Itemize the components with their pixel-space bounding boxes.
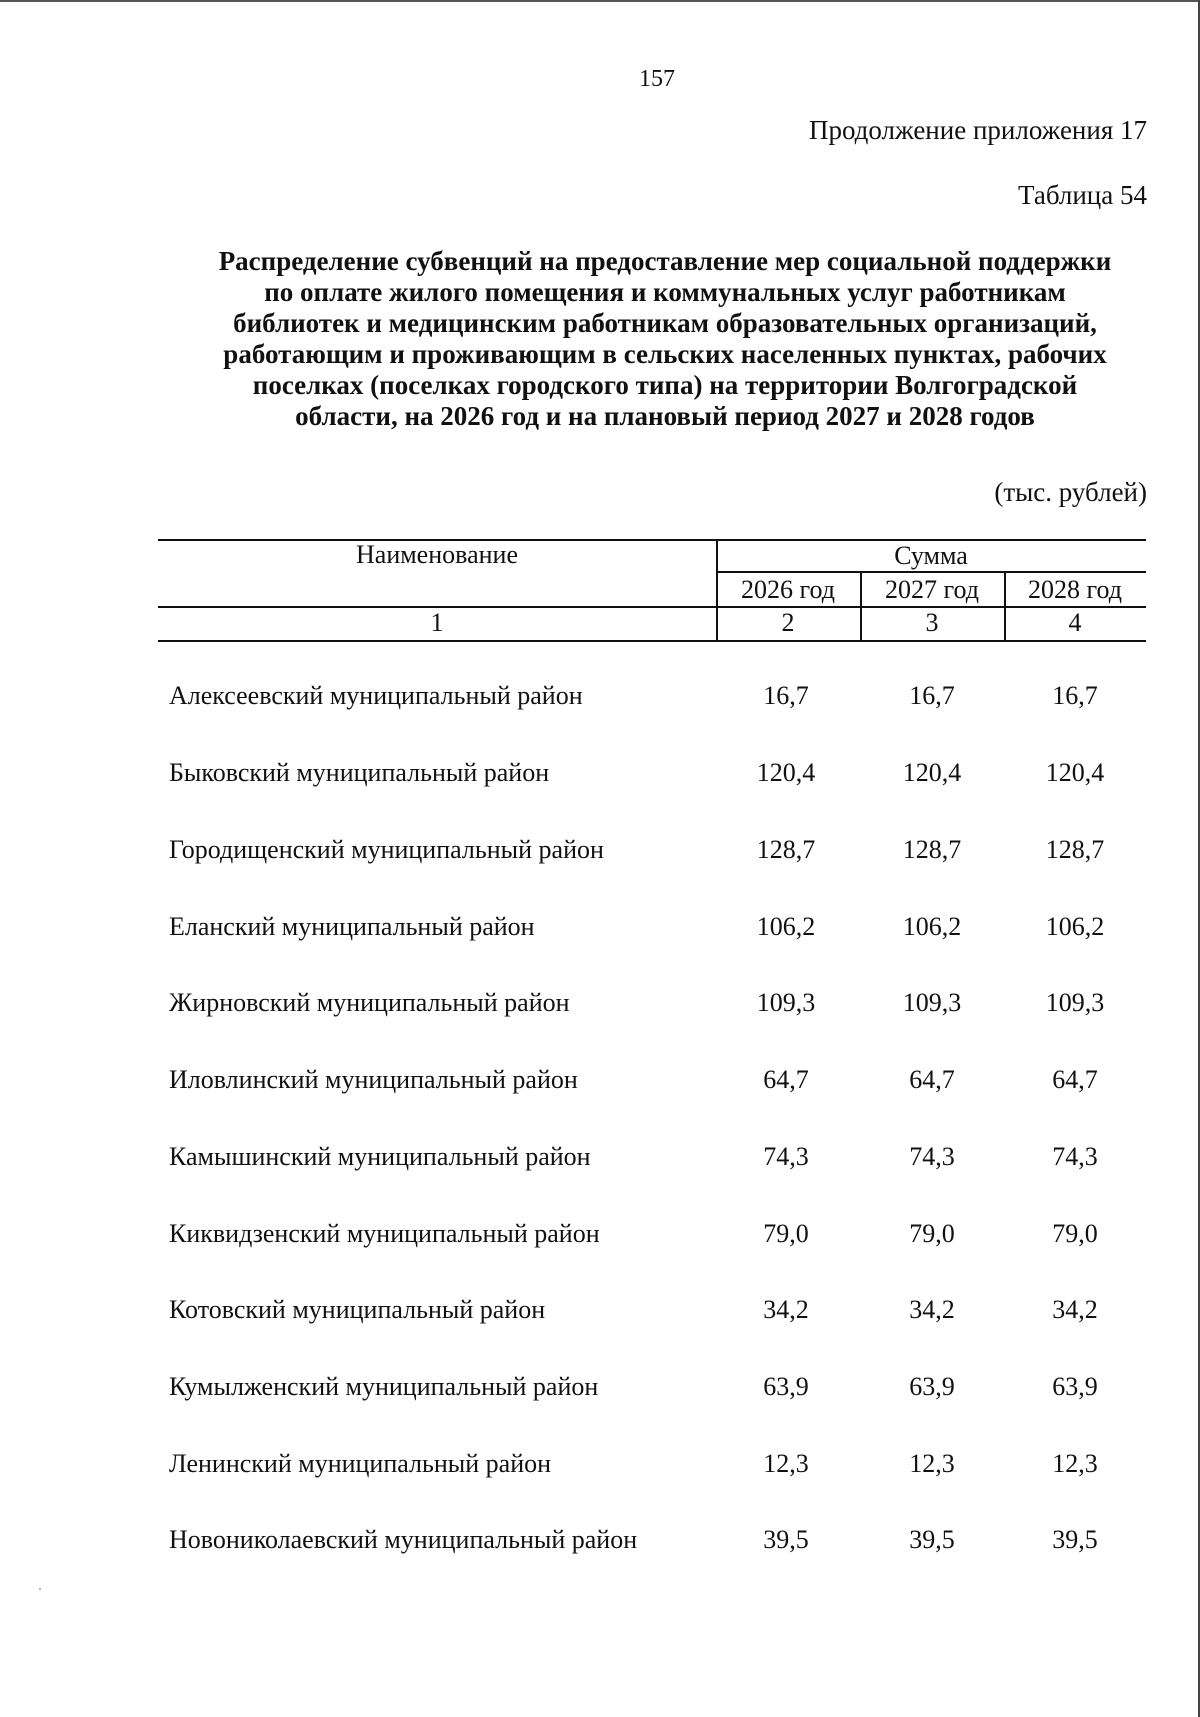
row-value-2028: 64,7 bbox=[1052, 1065, 1098, 1094]
header-sum: Сумма bbox=[894, 541, 968, 570]
units-label: (тыс. рублей) bbox=[994, 477, 1147, 507]
title-line: Распределение субвенций на предоставление мер социальной поддержки bbox=[218, 246, 1112, 276]
row-value-2028: 106,2 bbox=[1045, 912, 1105, 941]
row-name: Камышинский муниципальный район bbox=[169, 1142, 591, 1171]
table-row bbox=[0, 1219, 1200, 1259]
row-value-2026: 79,0 bbox=[763, 1219, 809, 1248]
table-row bbox=[0, 912, 1200, 952]
row-value-2028: 39,5 bbox=[1052, 1525, 1098, 1554]
col-number-2: 2 bbox=[781, 608, 795, 637]
table-row bbox=[0, 1142, 1200, 1182]
row-value-2027: 128,7 bbox=[902, 835, 962, 864]
row-value-2027: 34,2 bbox=[909, 1295, 955, 1324]
row-name: Еланский муниципальный район bbox=[169, 912, 535, 941]
header-year-2028: 2028 год bbox=[1028, 575, 1122, 604]
row-value-2026: 120,4 bbox=[756, 758, 816, 787]
row-value-2028: 34,2 bbox=[1052, 1295, 1098, 1324]
document-title bbox=[160, 246, 1170, 432]
row-value-2026: 39,5 bbox=[763, 1525, 809, 1554]
row-value-2027: 63,9 bbox=[909, 1372, 955, 1401]
row-value-2026: 109,3 bbox=[756, 988, 816, 1017]
row-value-2026: 16,7 bbox=[763, 681, 809, 710]
row-value-2028: 16,7 bbox=[1052, 681, 1098, 710]
title-line: работающим и проживающим в сельских населенных пунктах, рабочих bbox=[223, 339, 1107, 369]
row-value-2027: 74,3 bbox=[909, 1142, 955, 1171]
row-value-2027: 106,2 bbox=[902, 912, 962, 941]
row-name: Городищенский муниципальный район bbox=[169, 835, 604, 864]
row-value-2027: 12,3 bbox=[909, 1449, 955, 1478]
row-name: Алексеевский муниципальный район bbox=[169, 681, 583, 710]
row-name: Быковский муниципальный район bbox=[169, 758, 550, 787]
table-row bbox=[0, 1372, 1200, 1412]
table-row bbox=[0, 1449, 1200, 1489]
title-line: поселках (поселках городского типа) на территории Волгоградской bbox=[252, 370, 1078, 400]
row-value-2028: 74,3 bbox=[1052, 1142, 1098, 1171]
row-value-2027: 79,0 bbox=[909, 1219, 955, 1248]
col-number-4: 4 bbox=[1068, 608, 1082, 637]
row-value-2027: 64,7 bbox=[909, 1065, 955, 1094]
table-row bbox=[0, 681, 1200, 721]
table-row bbox=[0, 835, 1200, 875]
col-number-1: 1 bbox=[430, 608, 444, 637]
header-bottom-rule bbox=[158, 640, 1146, 642]
table-row bbox=[0, 1525, 1200, 1565]
table-label: Таблица 54 bbox=[1018, 180, 1147, 210]
row-name: Новониколаевский муниципальный район bbox=[169, 1525, 638, 1554]
row-value-2027: 39,5 bbox=[909, 1525, 955, 1554]
scan-speck bbox=[39, 1588, 41, 1590]
row-value-2026: 63,9 bbox=[763, 1372, 809, 1401]
table-row bbox=[0, 988, 1200, 1028]
row-value-2028: 12,3 bbox=[1052, 1449, 1098, 1478]
row-value-2028: 63,9 bbox=[1052, 1372, 1098, 1401]
row-value-2026: 34,2 bbox=[763, 1295, 809, 1324]
row-value-2028: 79,0 bbox=[1052, 1219, 1098, 1248]
row-name: Иловлинский муниципальный район bbox=[169, 1065, 578, 1094]
row-value-2028: 109,3 bbox=[1045, 988, 1105, 1017]
page-number: 157 bbox=[639, 66, 675, 92]
header-name: Наименование bbox=[356, 540, 518, 569]
row-value-2026: 106,2 bbox=[756, 912, 816, 941]
table-row bbox=[0, 1295, 1200, 1335]
table-row bbox=[0, 758, 1200, 798]
row-name: Котовский муниципальный район bbox=[169, 1295, 546, 1324]
row-value-2028: 128,7 bbox=[1045, 835, 1105, 864]
row-name: Ленинский муниципальный район bbox=[169, 1449, 552, 1478]
title-line: библиотек и медицинским работникам образовательных организаций, bbox=[233, 308, 1097, 338]
row-value-2026: 12,3 bbox=[763, 1449, 809, 1478]
row-value-2027: 120,4 bbox=[902, 758, 962, 787]
title-line: области, на 2026 год и на плановый период 2027 и 2028 годов bbox=[295, 401, 1035, 431]
page-edge-top bbox=[0, 0, 1200, 2]
row-value-2027: 109,3 bbox=[902, 988, 962, 1017]
row-value-2026: 128,7 bbox=[756, 835, 816, 864]
row-value-2027: 16,7 bbox=[909, 681, 955, 710]
header-year-2027: 2027 год bbox=[885, 575, 979, 604]
col-number-3: 3 bbox=[925, 608, 939, 637]
row-name: Киквидзенский муниципальный район bbox=[169, 1219, 600, 1248]
title-line: по оплате жилого помещения и коммунальных услуг работникам bbox=[264, 277, 1066, 307]
row-value-2026: 74,3 bbox=[763, 1142, 809, 1171]
continuation-label: Продолжение приложения 17 bbox=[808, 115, 1147, 145]
header-year-2026: 2026 год bbox=[741, 575, 835, 604]
row-value-2028: 120,4 bbox=[1045, 758, 1105, 787]
row-name: Жирновский муниципальный район bbox=[169, 988, 570, 1017]
row-name: Кумылженский муниципальный район bbox=[169, 1372, 599, 1401]
row-value-2026: 64,7 bbox=[763, 1065, 809, 1094]
header-sum-rule bbox=[716, 571, 1146, 573]
table-row bbox=[0, 1065, 1200, 1105]
